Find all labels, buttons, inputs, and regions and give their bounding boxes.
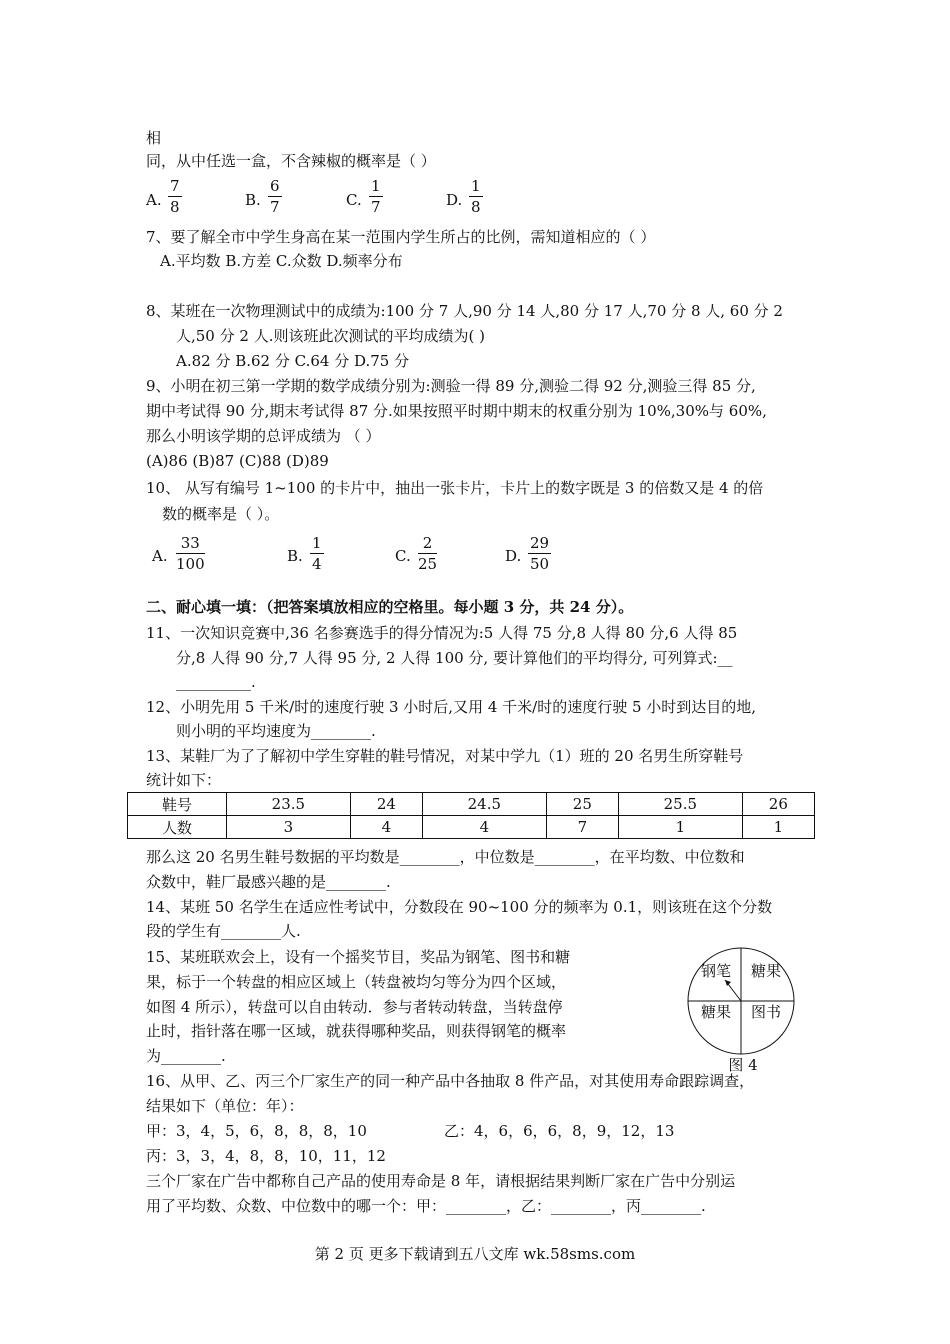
q6-option-b-den: 7 (270, 198, 280, 216)
q16-line1: 16、从甲、乙、丙三个厂家生产的同一种产品中各抽取 8 件产品，对其使用寿命跟踪调查， (146, 1072, 755, 1090)
figure-caption: 图 4 (728, 1056, 758, 1074)
q11-line2: 分,8 人得 90 分,7 人得 95 分, 2 人得 100 分, 要计算他们的平均得分, 可列算式:__ (176, 649, 733, 667)
q10-option-b-label: B. (287, 547, 303, 565)
table-cell-count: 4 (422, 816, 546, 839)
q10-option-d-den: 50 (530, 555, 550, 573)
q11-line3: __________. (176, 673, 256, 691)
table-cell-header-count: 人数 (128, 816, 227, 839)
q14-line1: 14、某班 50 名学生在适应性考试中，分数段在 90~100 分的频率为 0.1，则该班在这个分数 (146, 898, 773, 916)
q6-option-d-fraction (469, 176, 483, 217)
q6-option-d-num: 1 (471, 177, 481, 195)
q16-line2: 结果如下（单位：年）： (146, 1097, 304, 1115)
q10-option-d-label: D. (505, 547, 522, 565)
q10-option-a-num: 33 (176, 533, 205, 554)
q6-option-c-den: 7 (371, 198, 381, 216)
q10-option-b-fraction (310, 533, 324, 574)
q9-line2: 期中考试得 90 分,期末考试得 87 分.如果按照平时期中期末的权重分别为 10%,30%与 60%, (146, 402, 767, 420)
q13-line1: 13、某鞋厂为了了解初中学生穿鞋的鞋号情况，对某中学九（1）班的 20 名男生所穿鞋号 (146, 747, 744, 765)
spinner-label-top-right: 糖果 (750, 962, 782, 980)
table-cell-count: 1 (742, 816, 814, 839)
spinner-label-top-left: 钢笔 (700, 962, 732, 980)
section-2-title: 二、耐心填一填：（把答案填放相应的空格里。每小题 3 分，共 24 分）。 (146, 598, 634, 616)
q7-options: A.平均数 B.方差 C.众数 D.频率分布 (160, 252, 403, 270)
q8-line2: 人,50 分 2 人.则该班此次测试的平均成绩为( ) (176, 327, 485, 345)
table-cell-size: 24 (350, 793, 422, 816)
table-cell-size: 25.5 (618, 793, 742, 816)
table-row (128, 793, 815, 816)
q8-line1: 8、某班在一次物理测试中的成绩为:100 分 7 人,90 分 14 人,80 分 17 人,70 分 8 人, 60 分 2 (146, 302, 783, 320)
shoe-size-table (127, 792, 815, 839)
table-cell-header-size: 鞋号 (128, 793, 227, 816)
q10-option-d-fraction (528, 533, 551, 574)
q10-option-c-den: 25 (418, 555, 438, 573)
q15-line5: 为________. (146, 1047, 226, 1065)
q9-line3: 那么小明该学期的总评成绩为 （ ） (146, 427, 381, 445)
spinner-pointer-head (725, 980, 731, 986)
q6-option-a-den: 8 (170, 198, 180, 216)
q6-option-c-num: 1 (371, 177, 381, 195)
q13-line2: 统计如下： (146, 771, 222, 789)
q6-option-a-fraction (168, 176, 182, 217)
table-row (128, 816, 815, 839)
table-cell-size: 26 (742, 793, 814, 816)
q16-line4: 用了平均数、众数、中位数中的哪一个：甲：________，乙：________，丙________. (146, 1197, 706, 1215)
spinner-figure (685, 945, 797, 1075)
q16-data-bing: 丙：3，3，4，8，8，10，11，12 (146, 1147, 386, 1165)
q10-option-c-label: C. (395, 547, 411, 565)
table-cell-size: 24.5 (422, 793, 546, 816)
q15-line2: 果，标于一个转盘的相应区域上（转盘被均匀等分为四个区域， (146, 973, 567, 991)
q16-line3: 三个厂家在广告中都称自己产品的使用寿命是 8 年，请根据结果判断厂家在广告中分别运 (146, 1172, 736, 1190)
q6-option-b-fraction (268, 176, 282, 217)
table-cell-count: 4 (350, 816, 422, 839)
q6-option-a-label: A. (146, 191, 162, 209)
q9-line1: 9、小明在初三第一学期的数学成绩分别为:测验一得 89 分,测验二得 92 分,测验三得 85 分, (146, 377, 756, 395)
q16-data-jia: 甲：3，4，5，6，8，8，8，10 (146, 1122, 367, 1140)
q10-option-d-num: 29 (530, 534, 550, 552)
q6-option-d-label: D. (446, 191, 463, 209)
q13-after-line1: 那么这 20 名男生鞋号数据的平均数是________，中位数是________，在平均数、中位数和 (146, 848, 745, 866)
q6-option-b-num: 6 (270, 177, 280, 195)
q10-option-b-den: 4 (312, 555, 322, 573)
q7-line1: 7、要了解全市中学生身高在某一范围内学生所占的比例，需知道相应的（ ） (146, 228, 656, 246)
q16-data-yi: 乙：4，6，6，6，8，9，12，13 (444, 1122, 675, 1140)
table-cell-count: 7 (546, 816, 618, 839)
table-cell-size: 23.5 (227, 793, 351, 816)
q14-line2: 段的学生有________人. (146, 922, 301, 940)
spinner-label-bottom-right: 图书 (750, 1003, 782, 1021)
q6-option-c-label: C. (346, 191, 362, 209)
table-cell-size: 25 (546, 793, 618, 816)
q10-line1: 10、 从写有编号 1~100 的卡片中，抽出一张卡片，卡片上的数字既是 3 的倍数又是 4 的倍 (146, 479, 764, 497)
q8-options: A.82 分 B.62 分 C.64 分 D.75 分 (176, 352, 410, 370)
q6-line1: 相 (146, 129, 162, 147)
q10-option-a-fraction (176, 533, 205, 574)
q6-line2: 同，从中任选一盒，不含辣椒的概率是（ ） (146, 152, 436, 170)
q6-option-a-num: 7 (170, 177, 180, 195)
q10-option-b-num: 1 (312, 534, 322, 552)
q9-options: (A)86 (B)87 (C)88 (D)89 (146, 452, 329, 470)
q15-line3: 如图 4 所示），转盘可以自由转动．参与者转动转盘，当转盘停 (146, 998, 563, 1016)
q6-option-b-label: B. (245, 191, 261, 209)
q15-line1: 15、某班联欢会上，设有一个摇奖节目，奖品为钢笔、图书和糖 (146, 948, 571, 966)
q6-option-d-den: 8 (471, 198, 481, 216)
q15-line4: 止时，指针落在哪一区域，就获得哪种奖品，则获得钢笔的概率 (146, 1022, 567, 1040)
table-cell-count: 3 (227, 816, 351, 839)
q13-after-line2: 众数中，鞋厂最感兴趣的是________. (146, 873, 391, 891)
q10-option-a-den: 100 (176, 555, 205, 573)
q11-line1: 11、一次知识竞赛中,36 名参赛选手的得分情况为:5 人得 75 分,8 人得 80 分,6 人得 85 (146, 624, 738, 642)
spinner-label-bottom-left: 糖果 (700, 1003, 732, 1021)
q10-line2: 数的概率是（ ）。 (162, 505, 280, 523)
q10-option-c-num: 2 (418, 533, 437, 554)
q12-line1: 12、小明先用 5 千米/时的速度行驶 3 小时后,又用 4 千米/时的速度行驶 5 小时到达目的地, (146, 698, 757, 716)
q10-option-c-fraction (418, 533, 437, 574)
q12-line2: 则小明的平均速度为________. (176, 722, 376, 740)
q10-option-a-label: A. (152, 547, 168, 565)
q6-option-c-fraction (369, 176, 383, 217)
page-footer: 第 2 页 更多下载请到五八文库 wk.58sms.com (314, 1245, 636, 1263)
table-cell-count: 1 (618, 816, 742, 839)
